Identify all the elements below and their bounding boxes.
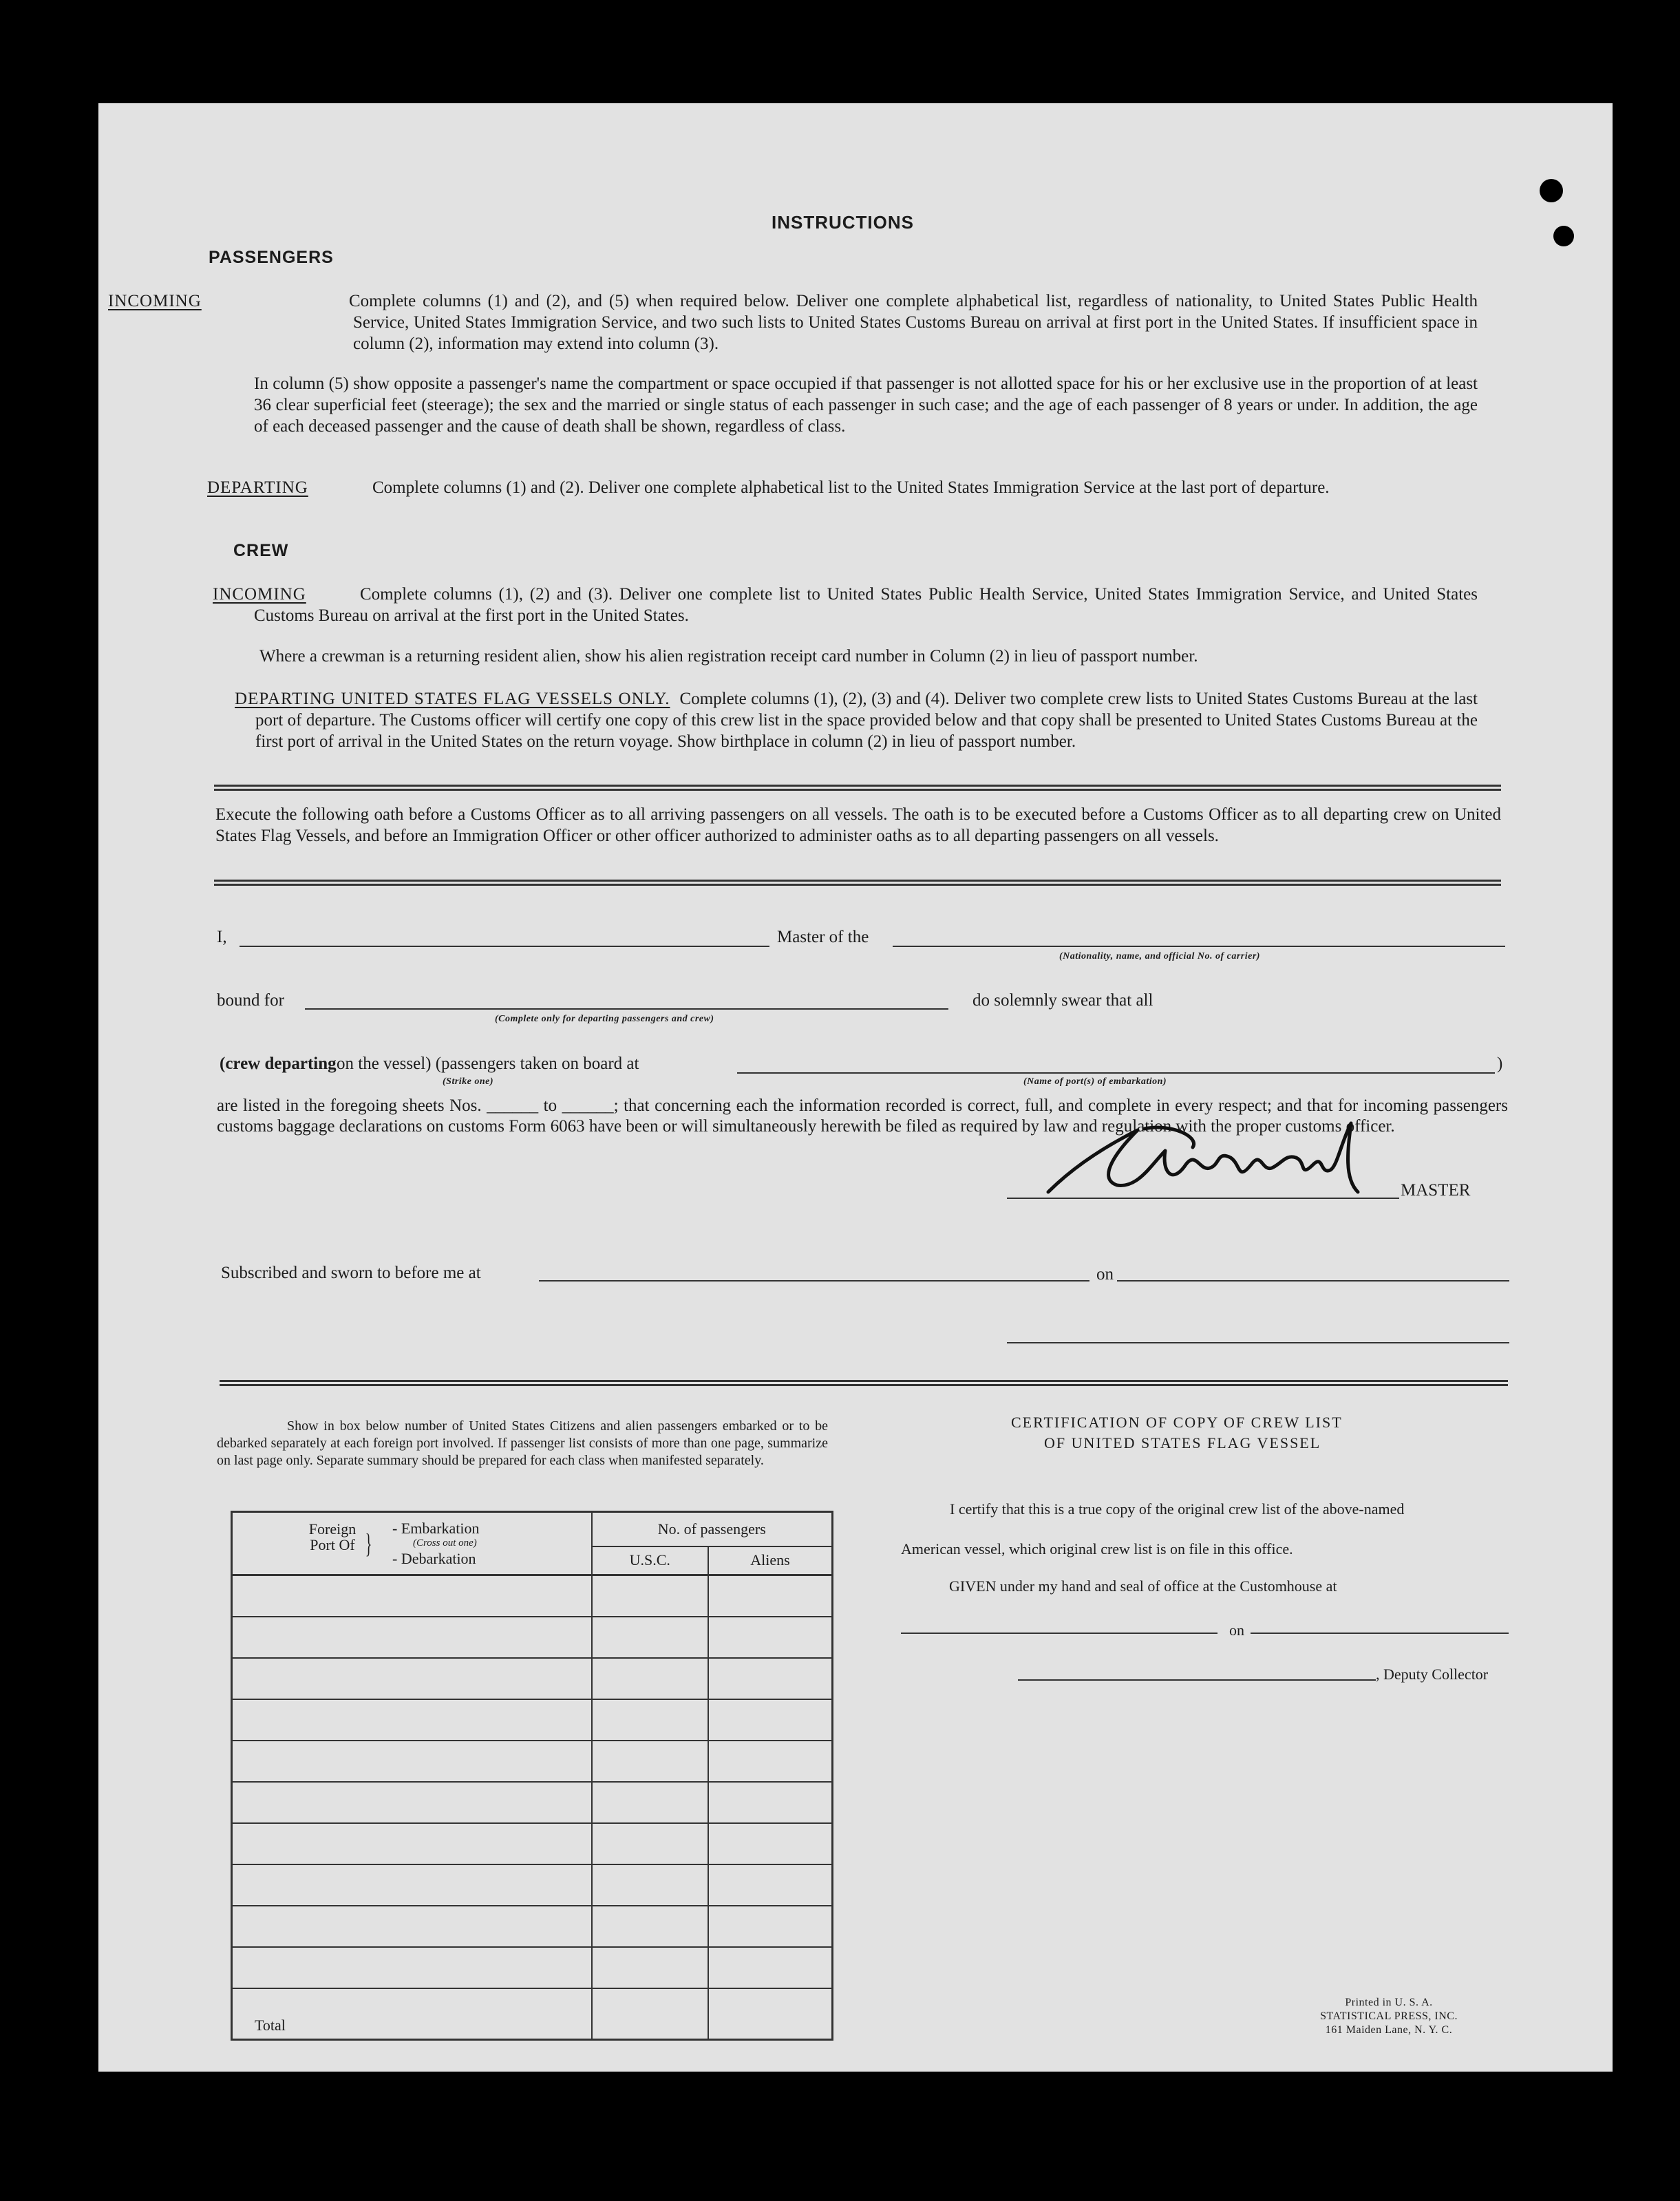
section-divider (214, 880, 1501, 886)
passengers-incoming-text: Complete columns (1) and (2), and (5) when required below. Deliver one complete alphabetical list, regardless of nationality, to United States Public Health Service, United States Immigration Service, and two such lists to United States Customs Bureau on arrival at first port in the United States. If insufficient space in column (2), information may extend into column (3). (349, 292, 1478, 353)
usc-total-cell[interactable] (592, 1988, 709, 2040)
deputy-collector-label: , Deputy Collector (1376, 1666, 1489, 1683)
port-cell[interactable] (232, 1699, 592, 1741)
aliens-cell[interactable] (708, 1617, 832, 1658)
document-page (98, 103, 1613, 2072)
usc-cell[interactable] (592, 1947, 709, 1988)
certification-date-field[interactable] (1251, 1633, 1509, 1634)
aliens-total-cell[interactable] (708, 1988, 832, 2040)
port-cell[interactable] (232, 1947, 592, 1988)
passengers-departing-text: Complete columns (1) and (2). Deliver one complete alphabetical list to the United States Immigration Service at the last port of departure. (372, 478, 1330, 497)
customhouse-field[interactable] (901, 1633, 1218, 1634)
port-cell[interactable] (232, 1864, 592, 1906)
port-cell[interactable] (232, 1658, 592, 1699)
aliens-cell[interactable] (708, 1906, 832, 1947)
close-paren: ) (1497, 1054, 1503, 1073)
usc-cell[interactable] (592, 1617, 709, 1658)
usc-cell[interactable] (592, 1906, 709, 1947)
bound-for-field[interactable] (305, 1008, 948, 1010)
crew-incoming-text: Complete columns (1), (2) and (3). Deliver one complete list to United States Public Health Service, United States Immigration Service, and United States Customs Bureau on arrival at the first port in the United States. (254, 585, 1478, 625)
crew-incoming-label: INCOMING (213, 585, 306, 604)
port-cell[interactable] (232, 1741, 592, 1782)
usc-cell[interactable] (592, 1823, 709, 1864)
carrier-caption: (Nationality, name, and official No. of carrier) (1059, 951, 1260, 961)
embarkation-label: - Embarkation (392, 1520, 480, 1537)
usc-cell[interactable] (592, 1575, 709, 1617)
section-divider (214, 785, 1501, 791)
master-name-field[interactable] (240, 946, 769, 947)
port-cell[interactable] (232, 1823, 592, 1864)
printer-imprint (1268, 1996, 1509, 2037)
usc-cell[interactable] (592, 1864, 709, 1906)
oath-intro: Execute the following oath before a Customs Officer as to all arriving passengers on all vessels. The oath is to be executed before a Customs Officer as to all departing crew on United States Flag Vessels, and before an Immigration Officer or other officer authorized to administer oaths as to all departing passengers on all vessels. (215, 805, 1501, 845)
certify-line1: I certify that this is a true copy of the original crew list of the above-named (950, 1500, 1405, 1518)
section-divider (220, 1380, 1508, 1386)
passengers-departing-paragraph (207, 477, 1478, 498)
aliens-cell[interactable] (708, 1823, 832, 1864)
aliens-cell[interactable] (708, 1741, 832, 1782)
officer-signature-line[interactable] (1007, 1342, 1509, 1343)
master-signature (1034, 1116, 1392, 1206)
given-line: GIVEN under my hand and seal of office at the Customhouse at (949, 1577, 1337, 1595)
usc-header: U.S.C. (592, 1546, 709, 1575)
aliens-header: Aliens (708, 1546, 832, 1575)
punch-hole (1540, 179, 1563, 202)
passengers-heading: PASSENGERS (209, 248, 334, 267)
aliens-cell[interactable] (708, 1947, 832, 1988)
usc-cell[interactable] (592, 1699, 709, 1741)
port-cell[interactable] (232, 1782, 592, 1823)
aliens-cell[interactable] (708, 1782, 832, 1823)
usc-cell[interactable] (592, 1741, 709, 1782)
sworn-date-field[interactable] (1117, 1280, 1509, 1282)
debarkation-label: - Debarkation (392, 1550, 476, 1567)
passengers-incoming-paragraph (108, 290, 1478, 354)
aliens-cell[interactable] (708, 1575, 832, 1617)
port-cell[interactable] (232, 1906, 592, 1947)
certification-title-line1: CERTIFICATION OF COPY OF CREW LIST (1011, 1414, 1343, 1431)
crew-departing-option: (crew departing (220, 1054, 337, 1073)
aliens-cell[interactable] (708, 1699, 832, 1741)
oath-i-label: I, (217, 928, 227, 946)
punch-hole (1553, 226, 1574, 246)
port-header-cell (232, 1512, 592, 1575)
sworn-location-field[interactable] (539, 1280, 1089, 1282)
port-cell[interactable] (232, 1575, 592, 1617)
bound-for-caption: (Complete only for departing passengers and crew) (495, 1014, 714, 1024)
passengers-departing-label: DEPARTING (207, 478, 308, 497)
oath-listed-paragraph: are listed in the foregoing sheets Nos. ______ to ______; that concerning each the information recorded is correct, full, and complete in every respect; and that for incoming passengers customs baggage declarations on customs Form 6063 have been or will simultaneously herewith be filed as required by law and regulation with the proper customs officer. (217, 1096, 1508, 1136)
subscribed-label: Subscribed and sworn to before me at (221, 1264, 481, 1282)
embarkation-port-field[interactable] (737, 1072, 1495, 1074)
foreign-port-label: Foreign Port Of (308, 1520, 357, 1553)
passenger-summary-table (231, 1511, 833, 2041)
carrier-field[interactable] (893, 946, 1505, 947)
master-signature-line[interactable] (1007, 1198, 1399, 1199)
aliens-cell[interactable] (708, 1864, 832, 1906)
certification-title-line2: OF UNITED STATES FLAG VESSEL (1044, 1434, 1321, 1452)
total-label: Total (232, 1988, 592, 2040)
crew-resident-paragraph: Where a crewman is a returning resident alien, show his alien registration receipt card number in Column (2) in lieu of passport number. (259, 647, 1198, 666)
passengers-incoming-label: INCOMING (108, 292, 202, 310)
usc-cell[interactable] (592, 1658, 709, 1699)
aliens-cell[interactable] (708, 1658, 832, 1699)
crew-heading: CREW (233, 541, 289, 560)
swear-text: do solemnly swear that all (972, 991, 1153, 1010)
no-of-passengers-header: No. of passengers (592, 1512, 833, 1546)
printer-line1: Printed in U. S. A. (1345, 1997, 1433, 2008)
strike-caption: (Strike one) (443, 1076, 494, 1087)
on-the-vessel-text: on the vessel) (passengers taken on board at (337, 1054, 639, 1073)
crew-incoming-paragraph (213, 584, 1478, 626)
sworn-on-label: on (1096, 1265, 1114, 1284)
passengers-column5-paragraph: In column (5) show opposite a passenger's name the compartment or space occupied if that passenger is not allotted space for his or her exclusive use in the proportion of at least 36 clear superficial feet (steerage); the sex and the married or single status of each passenger in such case; and the age of each passenger of 8 years or under. In addition, the age of each deceased passenger and the cause of death shall be shown, regardless of class. (254, 374, 1478, 436)
bound-for-label: bound for (217, 991, 284, 1010)
master-of-the-label: Master of the (777, 928, 869, 946)
instructions-title: INSTRUCTIONS (772, 212, 914, 233)
port-cell[interactable] (232, 1617, 592, 1658)
brace-icon: } (365, 1528, 372, 1559)
usc-cell[interactable] (592, 1782, 709, 1823)
certify-line2: American vessel, which original crew list is on file in this office. (901, 1540, 1293, 1557)
certification-on-label: on (1229, 1621, 1244, 1639)
printer-line2: STATISTICAL PRESS, INC. (1320, 2010, 1458, 2022)
crew-departing-text: Complete columns (1), (2), (3) and (4). Deliver two complete crew lists to United States Customs Bureau at the last port of departure. The Customs officer will certify one copy of this crew list in the space provided below and that copy shall be presented to United States Customs Bureau at the first port of arrival in the United States on the return voyage. Show birthplace in column (2) in lieu of passport number. (255, 690, 1478, 751)
embarkation-caption: (Name of port(s) of embarkation) (1023, 1076, 1167, 1087)
crew-departing-label: DEPARTING UNITED STATES FLAG VESSELS ONLY. (235, 690, 670, 708)
summary-note: Show in box below number of United States Citizens and alien passengers embarked or to be debarked separately at each foreign port involved. If passenger list consists of more than one page, summarize on last page only. Separate summary should be prepared for each class when manifested separately. (217, 1418, 828, 1468)
deputy-collector-signature-line[interactable] (1018, 1679, 1376, 1681)
cross-out-label: (Cross out one) (413, 1538, 477, 1549)
master-label: MASTER (1401, 1181, 1471, 1200)
printer-line3: 161 Maiden Lane, N. Y. C. (1325, 2024, 1453, 2036)
crew-departing-paragraph (235, 688, 1478, 752)
